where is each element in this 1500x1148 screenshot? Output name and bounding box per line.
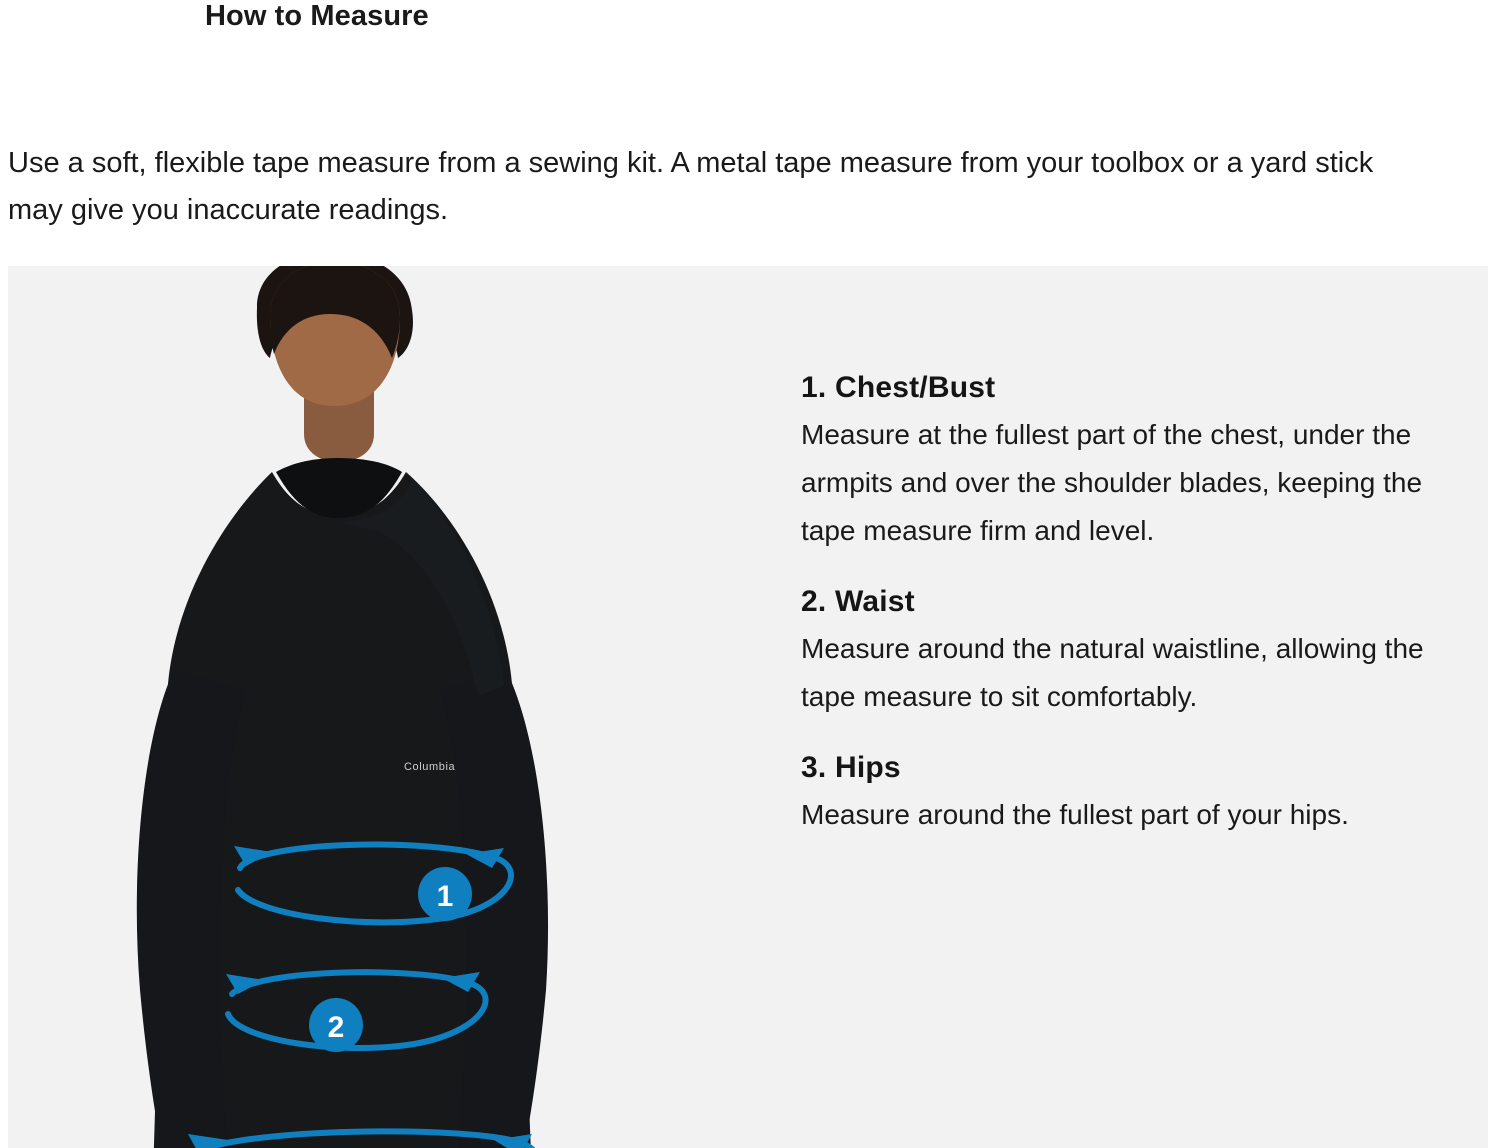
intro-paragraph: Use a soft, flexible tape measure from a sewing kit. A metal tape measure from your toolbox or a yard stick may give you inaccurate readings. [8,147,1374,226]
instruction-body-hips: Measure around the fullest part of your hips. [801,799,1349,830]
measurement-guide-panel [8,266,1488,1148]
svg-text:2: 2 [327,1011,345,1044]
measurement-instructions [801,371,1461,839]
svg-text:1: 1 [436,880,454,913]
page-title: How to Measure [205,0,429,32]
instruction-body-chest: Measure at the fullest part of the chest, under the armpits and over the shoulder blades, keeping the tape measure firm and level. [801,419,1423,546]
marker-2 [309,998,363,1052]
marker-1 [418,867,472,921]
instruction-title-chest: 1. Chest/Bust [801,371,996,404]
model-illustration [8,266,768,1148]
instruction-body-waist: Measure around the natural waistline, allowing the tape measure to sit comfortably. [801,633,1424,712]
instruction-title-hips: 3. Hips [801,751,901,784]
model-photo [8,266,768,1148]
brand-logo-label: Columbia [404,761,456,773]
instruction-title-waist: 2. Waist [801,585,915,618]
